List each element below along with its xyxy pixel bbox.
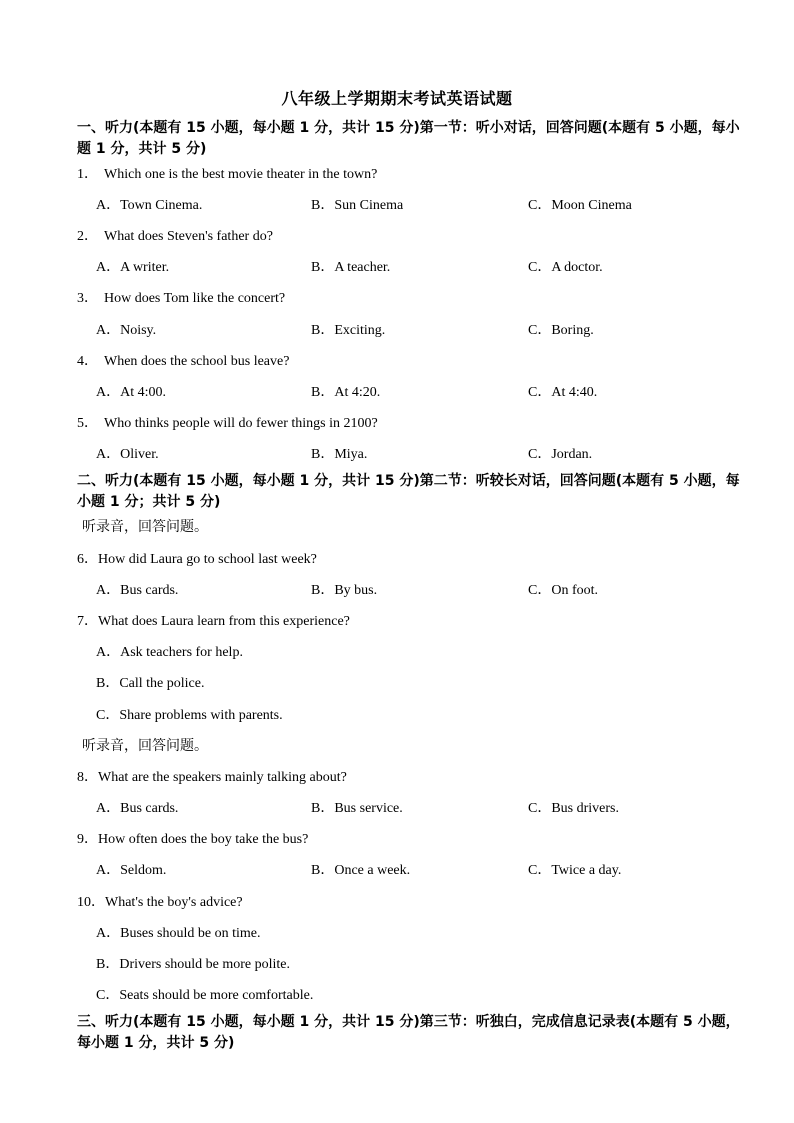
option-b: B．Drivers should be more polite. <box>96 957 291 972</box>
question-text: How does Tom like the concert? <box>104 291 286 306</box>
question-text: Which one is the best movie theater in the town? <box>104 167 378 182</box>
question-text: What does Laura learn from this experience? <box>98 614 350 629</box>
option-b: B．Call the police. <box>96 676 205 691</box>
question-number: 2． <box>77 229 98 244</box>
question-number: 8． <box>77 770 98 785</box>
question-6 <box>77 551 317 569</box>
question-7 <box>77 613 350 631</box>
question-number: 3． <box>77 291 98 306</box>
option-c: C．Seats should be more comfortable. <box>96 988 314 1003</box>
question-text: How often does the boy take the bus? <box>98 832 309 847</box>
option-c: C．Bus drivers. <box>528 801 619 816</box>
option-b: B．Bus service. <box>311 801 403 816</box>
option-c: C．Jordan. <box>528 447 593 462</box>
option-c: C．At 4:40. <box>528 385 598 400</box>
option-c: C．Share problems with parents. <box>96 708 283 723</box>
question-5 <box>77 415 378 433</box>
question-10 <box>77 894 243 912</box>
option-a: A．A writer. <box>96 260 170 275</box>
question-number: 7． <box>77 614 98 629</box>
option-b: B．At 4:20. <box>311 385 381 400</box>
option-a: A．Oliver. <box>96 447 159 462</box>
question-number: 10． <box>77 895 105 910</box>
option-b: B．Miya. <box>311 447 368 462</box>
question-text: When does the school bus leave? <box>104 354 290 369</box>
option-b: B．Exciting. <box>311 323 386 338</box>
option-b: B．Once a week. <box>311 863 411 878</box>
question-9 <box>77 831 308 849</box>
question-text: What's the boy's advice? <box>105 895 243 910</box>
option-b: B．Sun Cinema <box>311 198 404 213</box>
question-text: What does Steven's father do? <box>104 229 273 244</box>
option-c: C．On foot. <box>528 583 598 598</box>
option-b: B．A teacher. <box>311 260 391 275</box>
question-number: 5． <box>77 416 98 431</box>
option-a: A．Bus cards. <box>96 801 179 816</box>
question-number: 4． <box>77 354 98 369</box>
section-heading-2: 二、听力(本题有 15 小题，每小题 1 分，共计 15 分)第二节：听较长对话，回答问题(本题有 5 小题，每小题 1 分；共计 5 分) <box>77 473 740 510</box>
question-8 <box>77 769 347 787</box>
option-a: A．At 4:00. <box>96 385 166 400</box>
option-a: A．Seldom. <box>96 863 167 878</box>
question-number: 1． <box>77 167 98 182</box>
option-a: A．Buses should be on time. <box>96 926 261 941</box>
listening-instruction: 听录音，回答问题。 <box>82 738 208 754</box>
option-c: C．Twice a day. <box>528 863 622 878</box>
question-2 <box>77 228 273 246</box>
question-number: 6． <box>77 552 98 567</box>
question-number: 9． <box>77 832 98 847</box>
question-3 <box>77 290 285 308</box>
page-title: 八年级上学期期末考试英语试题 <box>281 89 513 108</box>
section-heading-1: 一、听力(本题有 15 小题，每小题 1 分，共计 15 分)第一节：听小对话，回答问题(本题有 5 小题，每小题 1 分，共计 5 分) <box>77 120 740 157</box>
option-a: A．Bus cards. <box>96 583 179 598</box>
option-a: A．Noisy. <box>96 323 157 338</box>
question-1 <box>77 166 377 184</box>
option-b: B．By bus. <box>311 583 378 598</box>
option-a: A．Ask teachers for help. <box>96 645 243 660</box>
question-text: How did Laura go to school last week? <box>98 552 317 567</box>
option-c: C．Boring. <box>528 323 594 338</box>
option-a: A．Town Cinema. <box>96 198 203 213</box>
question-4 <box>77 353 289 371</box>
question-text: What are the speakers mainly talking about? <box>98 770 347 785</box>
option-c: C．Moon Cinema <box>528 198 632 213</box>
question-text: Who thinks people will do fewer things in 2100? <box>104 416 378 431</box>
section-heading-3: 三、听力(本题有 15 小题，每小题 1 分，共计 15 分)第三节：听独白，完成信息记录表(本题有 5 小题，每小题 1 分，共计 5 分) <box>77 1014 740 1051</box>
option-c: C．A doctor. <box>528 260 603 275</box>
listening-instruction: 听录音，回答问题。 <box>82 519 208 535</box>
